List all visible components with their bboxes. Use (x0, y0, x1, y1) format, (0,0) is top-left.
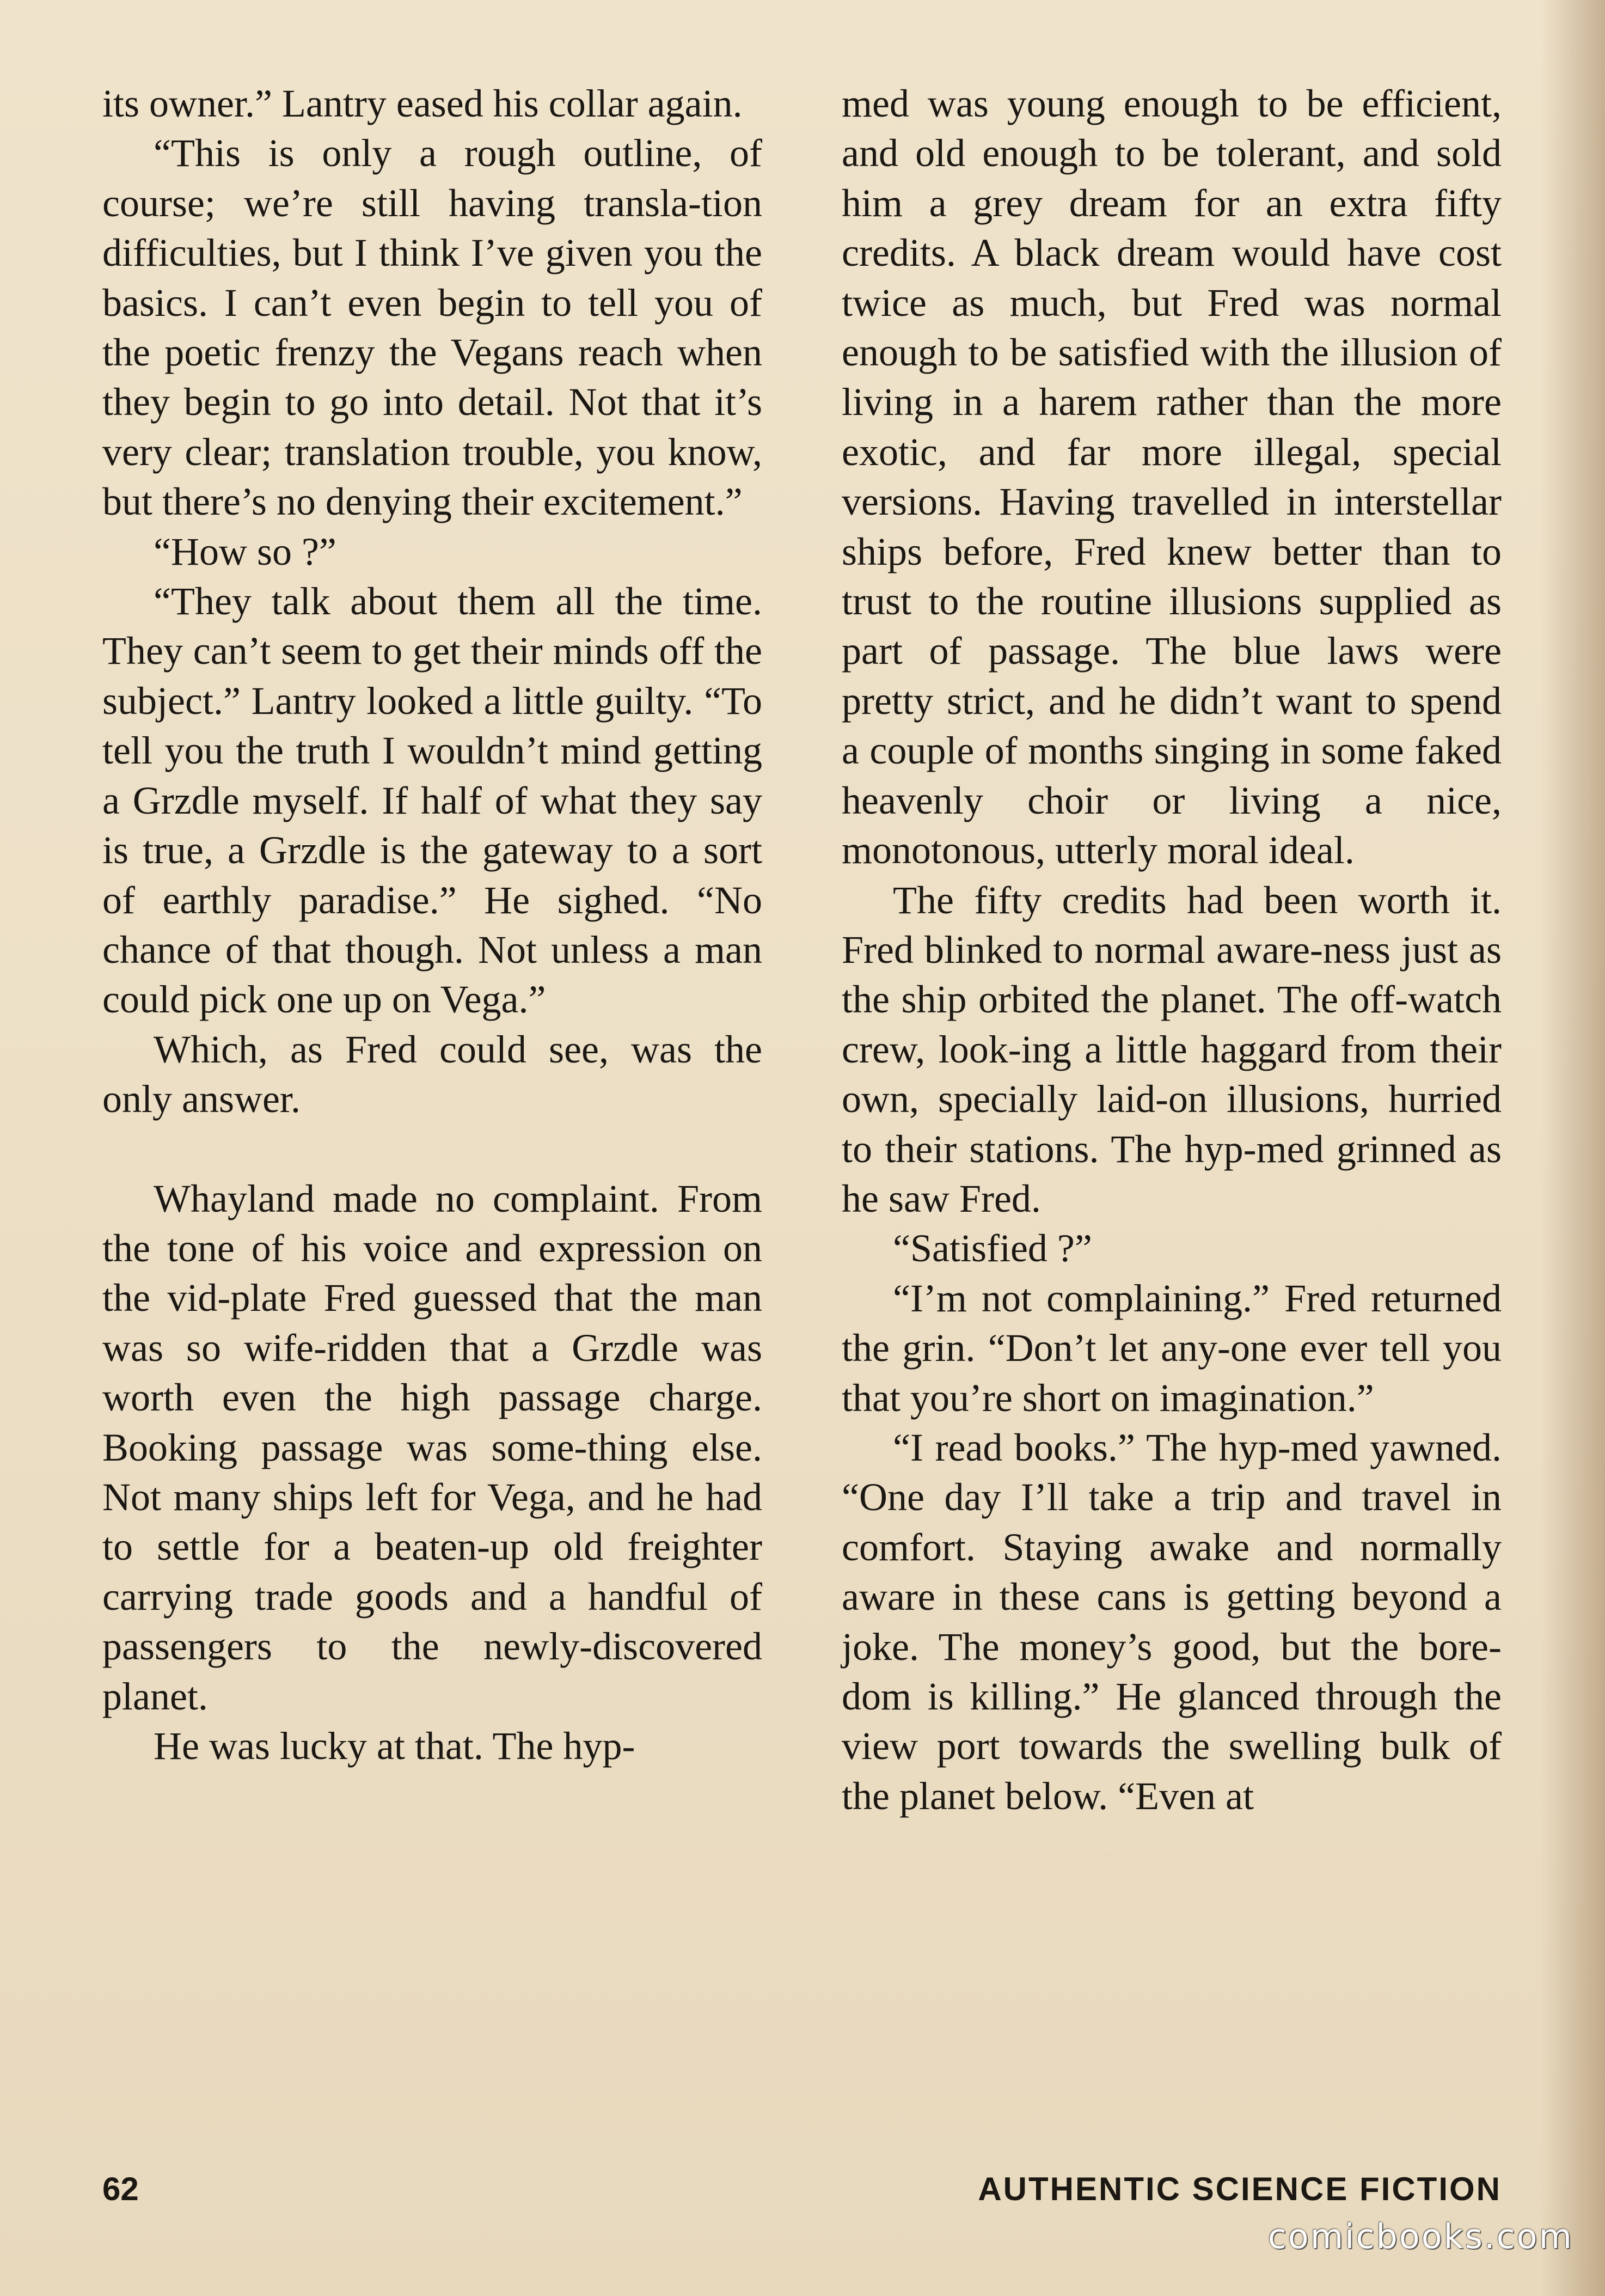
paragraph: “I’m not complaining.” Fred returned the grin. “Don’t let any-one ever tell you that you’re short on imagination.” (842, 1276, 1502, 1420)
paragraph: med was young enough to be efficient, and old enough to be tolerant, and sold him a grey dream for an extra fifty credits. A black dream would have cost twice as much, but Fred was normal enough to be satisfied with the illusion of living in a harem rather than the more exotic, and far more illegal, special versions. Having travelled in interstellar ships before, Fred knew better than to trust to the routine illusions supplied as part of passage. The blue laws were pretty strict, and he didn’t want to spend a couple of months singing in some faked heavenly choir or living a nice, monotonous, utterly moral ideal. (842, 82, 1502, 872)
paragraph: He was lucky at that. The hyp- (154, 1724, 635, 1768)
paragraph: “I read books.” The hyp-med yawned. “One day I’ll take a trip and travel in comfort. Staying awake and normally aware in these cans is getting beyond a joke. The money’s good, but the bore-dom is killing.” He glanced through the view port towards the swelling bulk of the planet below. “Even at (842, 1425, 1502, 1818)
left-text-column (102, 79, 762, 1771)
right-text-column (842, 79, 1502, 1821)
magazine-title: AUTHENTIC SCIENCE FICTION (978, 2171, 1502, 2207)
paragraph: Whayland made no complaint. From the tone of his voice and expression on the vid-plate Fred guessed that the man was so wife-ridden that a Grzdle was worth even the high passage charge. Booking passage was some-thing else. Not many ships left for Vega, and he had to settle for a beaten-up old freighter carrying trade goods and a handful of passengers to the newly-discovered planet. (102, 1176, 762, 1718)
page-footer (102, 2167, 1502, 2211)
watermark: comicbooks.com (1267, 2216, 1573, 2256)
paragraph: “This is only a rough outline, of course; we’re still having transla-tion difficulties, but I think I’ve given you the basics. I can’t even begin to tell you of the poetic frenzy the Vegans reach when they begin to go into detail. Not that it’s very clear; translation trouble, you know, but there’s no denying their excitement.” (102, 131, 762, 524)
paragraph: Which, as Fred could see, was the only answer. (102, 1027, 762, 1121)
page-number: 62 (102, 2171, 139, 2207)
paragraph: its owner.” Lantry eased his collar again. (102, 82, 743, 125)
paragraph: “Satisfied ?” (893, 1226, 1092, 1271)
paragraph: “How so ?” (154, 529, 336, 573)
paragraph: The fifty credits had been worth it. Fred blinked to normal aware-ness just as the ship orbited the planet. The off-watch crew, look-ing a little haggard from their own, specially laid-on illusions, hurried to their stations. The hyp-med grinned as he saw Fred. (842, 878, 1502, 1220)
paragraph: “They talk about them all the time. They can’t seem to get their minds off the subject.” Lantry looked a little guilty. “To tell you the truth I wouldn’t mind getting a Grzdle myself. If half of what they say is true, a Grzdle is the gateway to a sort of earthly paradise.” He sighed. “No chance of that though. Not unless a man could pick one up on Vega.” (102, 579, 762, 1022)
